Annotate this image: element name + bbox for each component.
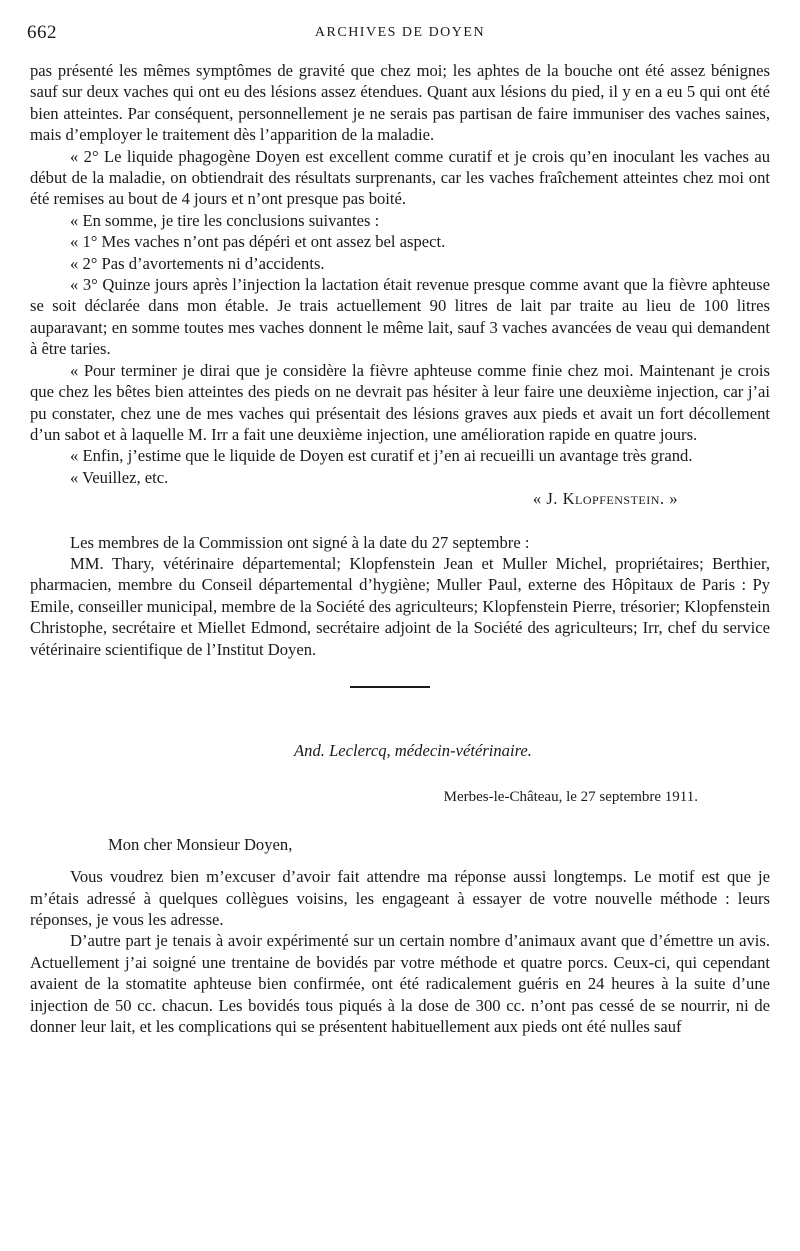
paragraph: « En somme, je tire les conclusions suivantes : bbox=[70, 210, 380, 230]
running-head: ARCHIVES DE DOYEN bbox=[314, 25, 486, 40]
letter-signature: « J. Klopfenstein. » bbox=[532, 489, 678, 509]
salutation: Mon cher Monsieur Doyen, bbox=[108, 834, 293, 854]
paragraph: « Enfin, j’estime que le liquide de Doyen est curatif et j’en ai recueilli un avantage très grand. bbox=[70, 446, 693, 466]
page-body bbox=[30, 60, 770, 1037]
section-divider bbox=[350, 686, 430, 688]
paragraph: pas présenté les mêmes symptômes de gravité que chez moi; les aphtes de la bouche ont été assez bénignes sauf sur deux vaches qui ont eu des lésions assez étendues. Quant aux lésions du pied, il y en a eu 5 qui ont été bien atteintes. Par conséquent, personnellement je ne serais pas partisan de faire immuniser des vaches saines, mais d’employer le traitement dès l’apparition de la maladie. bbox=[30, 61, 770, 145]
paragraph: Vous voudrez bien m’excuser d’avoir fait attendre ma réponse aussi longtemps. Le motif est que je m’étais adressé à quelques collègues voisins, les engageant à essayer de votre nouvelle méthode : leurs réponses, je vous les adresse. bbox=[30, 867, 770, 929]
paragraph: « 2° Le liquide phagogène Doyen est excellent comme curatif et je crois qu’en inoculant les vaches au début de la maladie, on obtiendrait des résultats surprenants, car les vaches fraîchement atteintes chez moi ont été remises au bout de 4 jours et n’ont presque pas boité. bbox=[30, 146, 770, 209]
paragraph: D’autre part je tenais à avoir expérimenté sur un certain nombre d’animaux avant que d’émettre un avis. Actuellement j’ai soigné une trentaine de bovidés par votre méthode et quatre porcs. Ceux-ci, qui cependant avaient de la stomatite aphteuse bien confirmée, ont été radicalement guéris en 24 heures à la suite d’une injection de 50 cc. chacun. Les bovidés tous piqués à la dose de 300 cc. n’ont pas cessé de se nourrir, ni de donner leur lait, et les complications qui se présentent habituellement aux pieds ont été nulles sauf bbox=[30, 931, 770, 1037]
paragraph: Les membres de la Commission ont signé à la date du 27 septembre : bbox=[70, 532, 530, 552]
page-number: 662 bbox=[27, 22, 57, 43]
paragraph: « 3° Quinze jours après l’injection la lactation était revenue presque comme avant que la fièvre aphteuse se soit déclarée dans mon étable. Je trais actuellement 90 litres de lait par traite au lieu de 100 litres auparavant; en somme toutes mes vaches donnent le même lait, sauf 3 vaches avancées de veau qui demandent à être taries. bbox=[30, 275, 770, 359]
page-header bbox=[27, 22, 773, 48]
author-line: And. Leclercq, médecin-vétérinaire. bbox=[294, 740, 532, 760]
paragraph: « 2° Pas d’avortements ni d’accidents. bbox=[70, 253, 325, 273]
paragraph: « 1° Mes vaches n’ont pas dépéri et ont assez bel aspect. bbox=[70, 232, 446, 252]
dateline: Merbes-le-Château, le 27 septembre 1911. bbox=[443, 789, 698, 806]
paragraph: MM. Thary, vétérinaire départemental; Klopfenstein Jean et Muller Michel, propriétaires; Berthier, pharmacien, membre du Conseil départemental d’hygiène; Muller Paul, externe des Hôpitaux de Paris : Py Emile, conseiller municipal, membre de la Société des agriculteurs; Klopfenstein Pierre, trésorier; Klopfenstein Christophe, secrétaire et Miellet Edmond, secrétaire adjoint de la Société des agriculteurs; Irr, chef du service vétérinaire scientifique de l’Institut Doyen. bbox=[30, 553, 770, 659]
paragraph: « Veuillez, etc. bbox=[70, 467, 169, 487]
paragraph: « Pour terminer je dirai que je considère la fièvre aphteuse comme finie chez moi. Maintenant je crois que chez les bêtes bien atteintes des pieds on ne devrait pas hésiter à leur faire une deuxième injection, car j’ai pu constater, chez une de mes vaches qui présentait des lésions graves aux pieds et avait un fort décollement d’un sabot et à laquelle M. Irr a fait une deuxième injection, une amélioration rapide en quatre jours. bbox=[30, 360, 770, 444]
